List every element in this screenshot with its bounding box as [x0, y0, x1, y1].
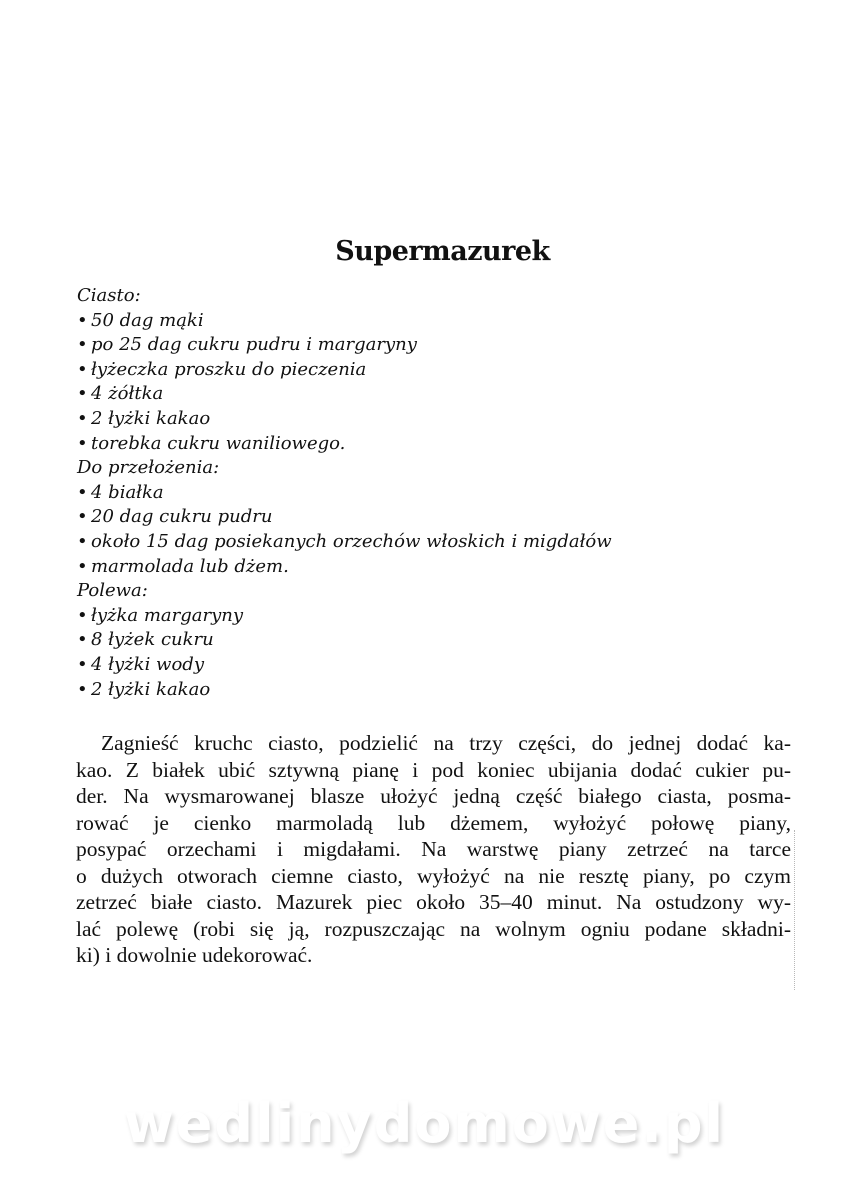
ingredient-item [77, 432, 612, 457]
ingredient-item [77, 653, 612, 678]
bullet-icon: • [77, 555, 88, 577]
ingredient-item [77, 382, 612, 407]
recipe-title: Supermazurek [335, 236, 550, 267]
ingredient-text: 8 łyżek cukru [91, 629, 214, 651]
section-heading-ciasto: Ciasto: [77, 285, 141, 306]
ingredient-text: łyżka margaryny [91, 604, 244, 626]
bullet-icon: • [77, 334, 88, 356]
ingredient-item [77, 481, 612, 506]
ingredient-text: torebka cukru waniliowego. [91, 432, 346, 454]
ingredient-item [77, 530, 612, 555]
ingredient-text: po 25 dag cukru pudru i margaryny [91, 334, 417, 356]
ingredient-item [77, 407, 612, 432]
bullet-icon: • [77, 530, 88, 552]
ingredient-text: łyżeczka proszku do pieczenia [91, 358, 367, 380]
instructions-line: der. Na wysmarowanej blasze ułożyć jedną część białego ciasta, posma- [76, 784, 791, 808]
instructions-line: Zagnieść kruchc ciasto, podzielić na trzy części, do jednej dodać ka- [101, 731, 791, 755]
bullet-icon: • [77, 481, 88, 503]
ingredient-text: 4 białka [91, 481, 164, 503]
bullet-icon: • [77, 383, 88, 405]
instructions-line: rować je cienko marmoladą lub dżemem, wyłożyć połowę piany, [76, 810, 791, 835]
bullet-icon: • [77, 358, 88, 380]
instructions-paragraph [76, 730, 791, 969]
bullet-icon: • [77, 604, 88, 626]
instructions-line: o dużych otworach ciemne ciasto, wyłożyć na nie resztę piany, po czym [76, 863, 791, 888]
section-heading-polewa: Polewa: [77, 580, 148, 602]
scan-margin-artifact [794, 830, 797, 990]
bullet-icon: • [77, 629, 88, 651]
bullet-icon: • [77, 432, 88, 454]
bullet-icon: • [77, 653, 88, 675]
ingredient-item [77, 678, 612, 703]
ingredient-text: 4 łyżki wody [91, 653, 204, 675]
bullet-icon: • [77, 407, 88, 429]
ingredient-text: marmolada lub dżem. [91, 555, 289, 577]
ingredient-item [77, 604, 612, 629]
bullet-icon: • [77, 309, 88, 331]
bullet-icon: • [77, 506, 88, 528]
ingredient-text: 4 żółtka [91, 383, 164, 405]
ingredient-text: 50 dag mąki [91, 309, 204, 331]
bullet-icon: • [77, 678, 88, 700]
section-heading-do-przelozenia: Do przełożenia: [77, 457, 220, 479]
ingredient-item [77, 358, 612, 383]
ingredient-item [77, 505, 612, 530]
ingredient-text: 20 dag cukru pudru [91, 506, 273, 528]
instructions-line: lać polewę (robi się ją, rozpuszczając na wolnym ogniu podane składni- [76, 916, 791, 941]
instructions-line: posypać orzechami i migdałami. Na warstwę piany zetrzeć na tarce [76, 837, 791, 861]
ingredient-item [77, 333, 612, 358]
ingredient-text: 2 łyżki kakao [91, 678, 211, 700]
watermark: wedlinydomowe.pl [123, 1092, 726, 1155]
instructions-line: kao. Z białek ubić sztywną pianę i pod koniec ubijania dodać cukier pu- [76, 757, 791, 782]
instructions-line: ki) i dowolnie udekorować. [76, 943, 313, 967]
ingredient-text: 2 łyżki kakao [91, 407, 211, 429]
instructions-line: zetrzeć białe ciasto. Mazurek piec około 35–40 minut. Na ostudzony wy- [76, 890, 791, 914]
ingredient-item [77, 628, 612, 653]
ingredient-item [77, 555, 612, 580]
ingredient-text: około 15 dag posiekanych orzechów włoskich i migdałów [91, 530, 612, 552]
ingredients-list [77, 284, 612, 702]
ingredient-item [77, 309, 612, 334]
